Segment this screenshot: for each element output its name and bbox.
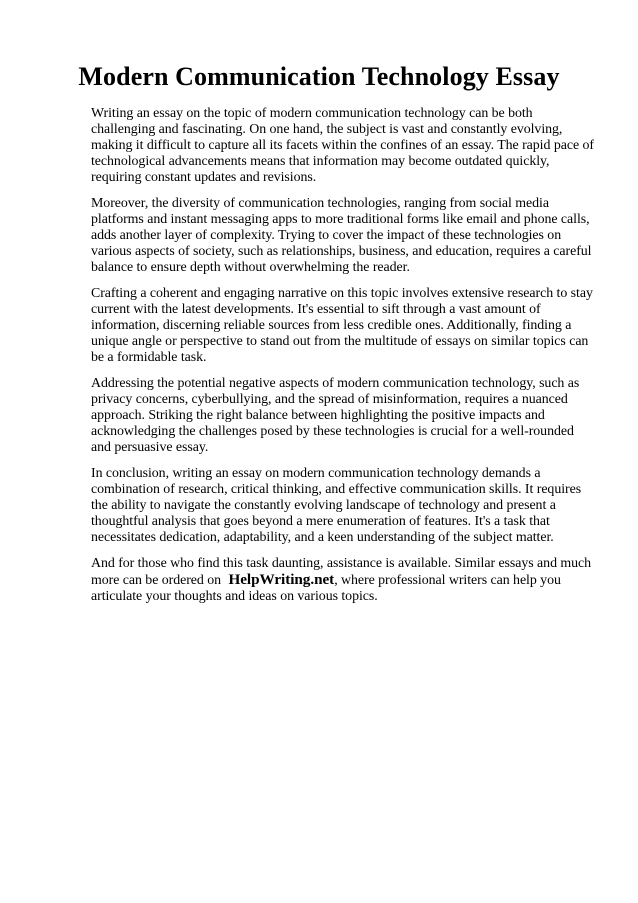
document-title: Modern Communication Technology Essay xyxy=(78,62,560,91)
paragraph-4: Addressing the potential negative aspects of modern communication technology, such as privacy concerns, cyberbullying, and the spread of misinformation, requires a nuanced approach. Striking the right balance between highlighting the positive impacts and acknowledging the challenges posed by these technologies is crucial for a well-rounded and persuasive essay. xyxy=(91,376,580,455)
helpwriting-link[interactable]: HelpWriting.net xyxy=(228,571,335,588)
paragraph-6-text-before: And for those who find this task daunting, assistance is available. Similar essays and much more can be ordered on xyxy=(91,556,592,588)
paragraph-5: In conclusion, writing an essay on modern communication technology demands a combination of research, critical thinking, and effective communication skills. It requires the ability to navigate the constantly evolving landscape of technology and present a thoughtful analysis that goes beyond a mere enumeration of features. It's a task that necessitates dedication, adaptability, and a keen understanding of the subject matter. xyxy=(91,466,582,545)
paragraph-6 xyxy=(91,556,597,605)
document-body xyxy=(91,106,597,615)
paragraph-3: Crafting a coherent and engaging narrative on this topic involves extensive research to stay current with the latest developments. It's essential to sift through a vast amount of information, discerning reliable sources from less credible ones. Additionally, finding a unique angle or perspective to stand out from the multitude of essays on similar topics can be a formidable task. xyxy=(91,286,593,365)
paragraph-1: Writing an essay on the topic of modern communication technology can be both challenging and fascinating. On one hand, the subject is vast and constantly evolving, making it difficult to capture all its facets within the confines of an essay. The rapid pace of technological advancements means that information may become outdated quickly, requiring constant updates and revisions. xyxy=(91,106,594,185)
paragraph-6-text-after: , where professional writers can help you articulate your thoughts and ideas on various topics. xyxy=(91,573,561,604)
paragraph-2: Moreover, the diversity of communication technologies, ranging from social media platforms and instant messaging apps to more traditional forms like email and phone calls, adds another layer of complexity. Trying to cover the impact of these technologies on various aspects of society, such as relationships, business, and education, requires a careful balance to ensure depth without overwhelming the reader. xyxy=(91,196,592,275)
